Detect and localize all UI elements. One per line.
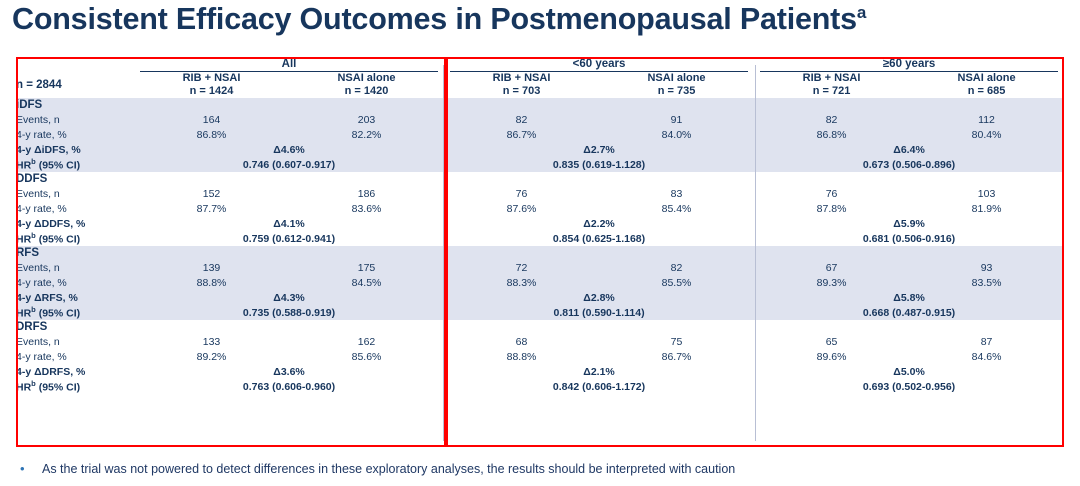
table-row [16,142,1064,157]
cell-idfs-over60-hr: 0.673 (0.506-0.896) [754,157,1064,172]
cell-rfs-over60-nsai-events: 93 [909,260,1064,275]
table-row [16,364,1064,379]
arm-header-under60-rib: RIB + NSAI n = 703 [492,72,551,97]
row-label-delta-drfs: 4-y ΔDRFS, % [16,364,134,379]
cell-idfs-over60-rib-events: 82 [754,112,909,127]
cell-drfs-all-rib-rate: 89.2% [134,349,289,364]
cell-ddfs-under60-nsai-events: 83 [599,186,754,201]
cell-idfs-under60-nsai-rate: 84.0% [599,127,754,142]
row-label-rate: 4-y rate, % [16,349,134,364]
table-row [16,320,1064,334]
cell-drfs-over60-delta: Δ5.0% [754,364,1064,379]
cell-rfs-under60-delta: Δ2.8% [444,290,754,305]
row-label-events: Events, n [16,334,134,349]
bullet-icon: • [20,461,25,476]
table-row [16,334,1064,349]
table-row [16,112,1064,127]
group-separator-1 [443,65,444,441]
cell-idfs-over60-nsai-events: 112 [909,112,1064,127]
cell-ddfs-under60-delta: Δ2.2% [444,216,754,231]
footnote [20,461,735,476]
endpoint-name-drfs: DRFS [16,320,134,334]
page-title-superscript: a [856,2,867,22]
table-row [16,290,1064,305]
table-row [16,186,1064,201]
cell-drfs-under60-nsai-events: 75 [599,334,754,349]
cell-ddfs-under60-nsai-rate: 85.4% [599,201,754,216]
row-label-delta-ddfs: 4-y ΔDDFS, % [16,216,134,231]
table-arm-header-row [16,72,1064,98]
table-row [16,260,1064,275]
row-label-hr: $HR^b$ (95% CI) [16,157,134,172]
cell-rfs-all-nsai-rate: 84.5% [289,275,444,290]
row-label-events: Events, n [16,112,134,127]
cell-drfs-over60-nsai-events: 87 [909,334,1064,349]
cell-drfs-over60-nsai-rate: 84.6% [909,349,1064,364]
endpoint-name-ddfs: DDFS [16,172,134,186]
cell-rfs-all-rib-events: 139 [134,260,289,275]
cell-rfs-under60-hr: 0.811 (0.590-1.114) [444,305,754,320]
row-label-delta-idfs: 4-y ΔiDFS, % [16,142,134,157]
cell-ddfs-over60-delta: Δ5.9% [754,216,1064,231]
endpoint-name-rfs: RFS [16,246,134,260]
cell-rfs-over60-delta: Δ5.8% [754,290,1064,305]
row-label-hr: $HR^b$ (95% CI) [16,305,134,320]
row-label-rate: 4-y rate, % [16,201,134,216]
cell-ddfs-all-delta: Δ4.1% [134,216,444,231]
cell-ddfs-all-rib-events: 152 [134,186,289,201]
cell-rfs-over60-hr: 0.668 (0.487-0.915) [754,305,1064,320]
group-header-all: All [134,57,444,72]
cell-drfs-under60-rib-rate: 88.8% [444,349,599,364]
cell-idfs-all-hr: 0.746 (0.607-0.917) [134,157,444,172]
cell-ddfs-all-rib-rate: 87.7% [134,201,289,216]
cell-drfs-all-nsai-rate: 85.6% [289,349,444,364]
table-row [16,231,1064,246]
cell-idfs-over60-delta: Δ6.4% [754,142,1064,157]
efficacy-table-wrapper [16,57,1064,449]
group-separator-2 [755,65,756,441]
cell-idfs-all-nsai-rate: 82.2% [289,127,444,142]
cell-idfs-over60-nsai-rate: 80.4% [909,127,1064,142]
cell-drfs-under60-rib-events: 68 [444,334,599,349]
cell-idfs-all-nsai-events: 203 [289,112,444,127]
table-row [16,379,1064,394]
cell-drfs-over60-rib-rate: 89.6% [754,349,909,364]
cell-ddfs-all-hr: 0.759 (0.612-0.941) [134,231,444,246]
cell-ddfs-under60-rib-events: 76 [444,186,599,201]
table-row [16,216,1064,231]
cell-ddfs-under60-hr: 0.854 (0.625-1.168) [444,231,754,246]
table-row [16,157,1064,172]
efficacy-table [16,57,1064,394]
cell-drfs-all-rib-events: 133 [134,334,289,349]
row-label-hr: $HR^b$ (95% CI) [16,231,134,246]
row-label-events: Events, n [16,186,134,201]
cell-idfs-under60-rib-rate: 86.7% [444,127,599,142]
cell-ddfs-under60-rib-rate: 87.6% [444,201,599,216]
table-group-header-row [16,57,1064,72]
table-row [16,246,1064,260]
cell-drfs-all-nsai-events: 162 [289,334,444,349]
group-header-over-60: ≥60 years [754,57,1064,72]
arm-header-under60-nsai: NSAI alone n = 735 [647,72,706,97]
page-title-text: Consistent Efficacy Outcomes in Postmenopausal Patients [12,2,857,36]
arm-header-over60-rib: RIB + NSAI n = 721 [802,72,861,97]
table-row [16,275,1064,290]
cell-rfs-all-delta: Δ4.3% [134,290,444,305]
cell-idfs-all-delta: Δ4.6% [134,142,444,157]
cell-rfs-under60-rib-rate: 88.3% [444,275,599,290]
cell-idfs-over60-rib-rate: 86.8% [754,127,909,142]
cell-drfs-over60-rib-events: 65 [754,334,909,349]
table-row [16,305,1064,320]
cell-ddfs-over60-rib-events: 76 [754,186,909,201]
cell-ddfs-over60-hr: 0.681 (0.506-0.916) [754,231,1064,246]
cell-rfs-all-hr: 0.735 (0.588-0.919) [134,305,444,320]
arm-header-all-nsai: NSAI alone n = 1420 [337,72,396,97]
endpoint-name-idfs: iDFS [16,98,134,112]
cell-drfs-under60-nsai-rate: 86.7% [599,349,754,364]
cell-drfs-all-hr: 0.763 (0.606-0.960) [134,379,444,394]
cell-ddfs-over60-nsai-events: 103 [909,186,1064,201]
cell-drfs-all-delta: Δ3.6% [134,364,444,379]
cell-rfs-under60-rib-events: 72 [444,260,599,275]
table-row [16,172,1064,186]
cell-idfs-under60-hr: 0.835 (0.619-1.128) [444,157,754,172]
cell-rfs-all-rib-rate: 88.8% [134,275,289,290]
cell-ddfs-all-nsai-rate: 83.6% [289,201,444,216]
cell-rfs-all-nsai-events: 175 [289,260,444,275]
cell-rfs-over60-rib-rate: 89.3% [754,275,909,290]
row-label-events: Events, n [16,260,134,275]
row-label-rate: 4-y rate, % [16,127,134,142]
cell-idfs-under60-nsai-events: 91 [599,112,754,127]
row-label-hr: $HR^b$ (95% CI) [16,379,134,394]
cell-idfs-all-rib-rate: 86.8% [134,127,289,142]
table-row [16,127,1064,142]
cell-idfs-under60-delta: Δ2.7% [444,142,754,157]
cell-ddfs-all-nsai-events: 186 [289,186,444,201]
cell-ddfs-over60-rib-rate: 87.8% [754,201,909,216]
page-title [12,2,1072,37]
total-n-label: n = 2844 [16,79,62,91]
table-row [16,98,1064,112]
row-label-delta-rfs: 4-y ΔRFS, % [16,290,134,305]
cell-rfs-over60-nsai-rate: 83.5% [909,275,1064,290]
group-header-under-60: <60 years [444,57,754,72]
footnote-text: As the trial was not powered to detect differences in these exploratory analyses, the results should be interpreted with caution [42,462,736,476]
arm-header-all-rib: RIB + NSAI n = 1424 [182,72,241,97]
cell-drfs-under60-hr: 0.842 (0.606-1.172) [444,379,754,394]
arm-header-over60-nsai: NSAI alone n = 685 [957,72,1016,97]
cell-rfs-over60-rib-events: 67 [754,260,909,275]
cell-rfs-under60-nsai-rate: 85.5% [599,275,754,290]
row-label-rate: 4-y rate, % [16,275,134,290]
table-row [16,201,1064,216]
cell-drfs-under60-delta: Δ2.1% [444,364,754,379]
cell-ddfs-over60-nsai-rate: 81.9% [909,201,1064,216]
cell-drfs-over60-hr: 0.693 (0.502-0.956) [754,379,1064,394]
cell-idfs-under60-rib-events: 82 [444,112,599,127]
cell-rfs-under60-nsai-events: 82 [599,260,754,275]
table-row [16,349,1064,364]
cell-idfs-all-rib-events: 164 [134,112,289,127]
